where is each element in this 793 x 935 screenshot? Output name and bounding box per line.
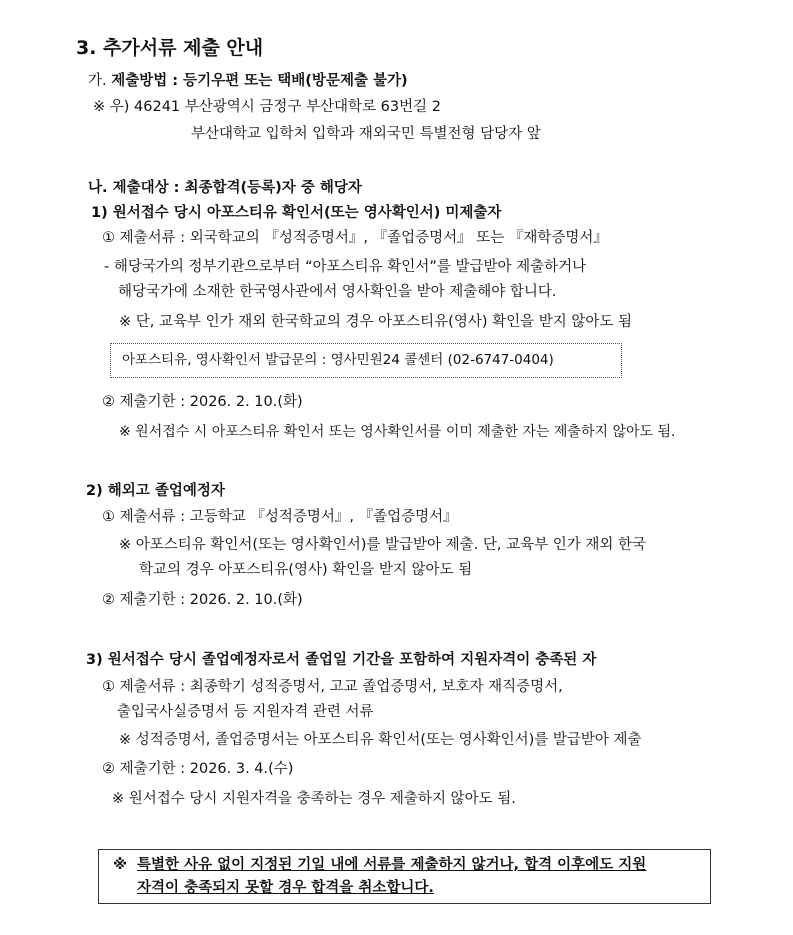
s1-inquiry-box — [110, 343, 622, 378]
warning-mark: ※ — [113, 857, 128, 873]
s2-note-line-1: ※ 아포스티유 확인서(또는 영사확인서)를 발급받아 제출. 단, 교육부 인가 재외 한국 — [119, 537, 646, 553]
s2-docs: ① 제출서류 : 고등학교 『성적증명서』, 『졸업증명서』 — [102, 509, 458, 525]
s1-dash-line-2: 해당국가에 소재한 한국영사관에서 영사확인을 받아 제출해야 합니다. — [118, 284, 557, 300]
s3-deadline-note: ※ 원서접수 당시 지원자격을 충족하는 경우 제출하지 않아도 됨. — [112, 791, 516, 807]
s1-deadline: ② 제출기한 : 2026. 2. 10.(화) — [102, 394, 303, 410]
section-title: 3. 추가서류 제출 안내 — [76, 37, 264, 59]
target-title: 나. 제출대상 : 최종합격(등록)자 중 해당자 — [88, 180, 362, 196]
s3-heading: 3) 원서접수 당시 졸업예정자로서 졸업일 기간을 포함하여 지원자격이 충족된 자 — [86, 652, 597, 668]
method-text: 제출방법 : 등기우편 또는 택배(방문제출 불가) — [111, 73, 408, 89]
s1-deadline-note: ※ 원서접수 시 아포스티유 확인서 또는 영사확인서를 이미 제출한 자는 제출하지 않아도 됨. — [119, 424, 676, 440]
s2-deadline: ② 제출기한 : 2026. 2. 10.(화) — [102, 592, 303, 608]
s1-dash-line-1: - 해당국가의 정부기관으로부터 “아포스티유 확인서”를 발급받아 제출하거나 — [104, 259, 587, 275]
method-label: 가. — [88, 73, 107, 89]
address-line-2: 부산대학교 입학처 입학과 재외국민 특별전형 담당자 앞 — [191, 126, 541, 142]
warning-box — [98, 849, 711, 904]
s2-heading: 2) 해외고 졸업예정자 — [86, 483, 225, 499]
s2-note-line-2: 학교의 경우 아포스티유(영사) 확인을 받지 않아도 됨 — [139, 562, 473, 578]
s1-heading: 1) 원서접수 당시 아포스티유 확인서(또는 영사확인서) 미제출자 — [91, 205, 502, 221]
s1-docs: ① 제출서류 : 외국학교의 『성적증명서』, 『졸업증명서』 또는 『재학증명서』 — [102, 230, 608, 246]
method-row — [88, 71, 408, 91]
s3-docs-line-2: 출입국사실증명서 등 지원자격 관련 서류 — [117, 704, 374, 720]
s3-deadline: ② 제출기한 : 2026. 3. 4.(수) — [102, 761, 294, 777]
s1-inquiry-text: 아포스티유, 영사확인서 발급문의 : 영사민원24 콜센터 (02-6747-0404) — [122, 352, 554, 368]
s3-note: ※ 성적증명서, 졸업증명서는 아포스티유 확인서(또는 영사확인서)를 발급받아 제출 — [119, 732, 642, 748]
warning-line-1: 특별한 사유 없이 지정된 기일 내에 서류를 제출하지 않거나, 합격 이후에도 지원 — [137, 857, 647, 873]
s3-docs-line-1: ① 제출서류 : 최종학기 성적증명서, 고교 졸업증명서, 보호자 재직증명서, — [102, 679, 563, 695]
address-line-1: ※ 우) 46241 부산광역시 금정구 부산대학로 63번길 2 — [93, 99, 441, 115]
warning-line-2: 자격이 충족되지 못할 경우 합격을 취소합니다. — [137, 880, 434, 896]
s1-note: ※ 단, 교육부 인가 재외 한국학교의 경우 아포스티유(영사) 확인을 받지 않아도 됨 — [119, 314, 632, 330]
